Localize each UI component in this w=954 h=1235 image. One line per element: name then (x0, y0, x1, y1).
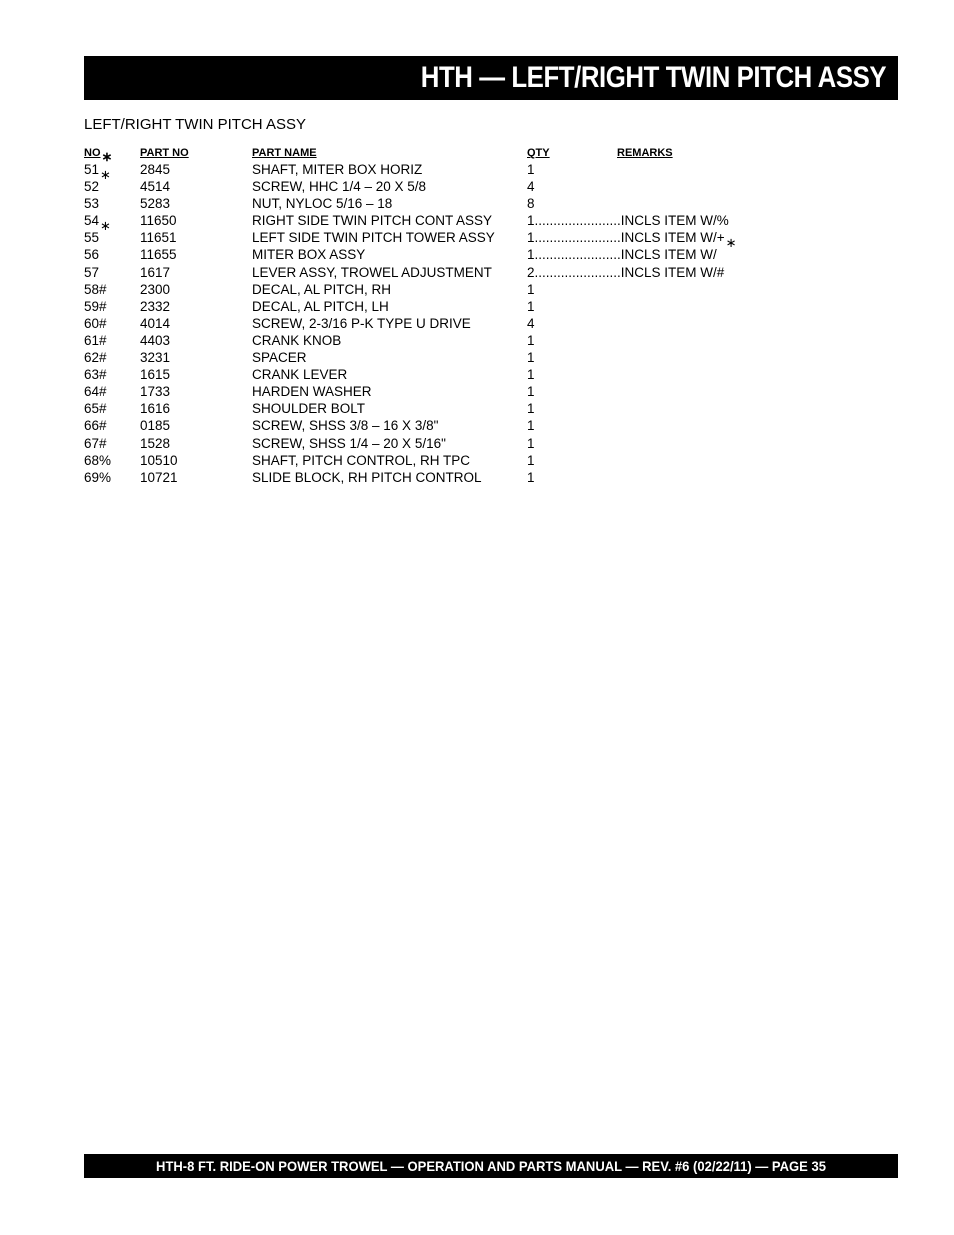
quantity: 1 (527, 350, 535, 366)
part-number: 1733 (140, 384, 171, 400)
item-number: 56 (84, 247, 100, 263)
item-number: 67# (84, 435, 107, 451)
table-row (84, 435, 784, 452)
table-row (84, 178, 784, 195)
item-number: 57 (84, 264, 100, 280)
quantity: 1 (527, 298, 535, 314)
asterisk-icon: ∗ (725, 235, 737, 251)
table-row (84, 366, 784, 383)
item-number: 52 (84, 179, 100, 195)
page-footer-bar (84, 1154, 898, 1178)
quantity: 4 (527, 179, 535, 195)
item-number: 59# (84, 298, 107, 314)
part-number: 4014 (140, 315, 171, 331)
part-number: 4514 (140, 179, 171, 195)
table-row (84, 281, 784, 298)
asterisk-icon: ∗ (101, 149, 113, 164)
table-body (84, 161, 784, 486)
part-number: 2300 (140, 281, 171, 297)
part-number: 5283 (140, 196, 171, 212)
quantity: 1 (527, 162, 535, 177)
item-number: 51∗ (84, 162, 111, 182)
part-name: NUT, NYLOC 5/16 – 18 (252, 196, 393, 212)
column-header-no: NO∗ (84, 147, 113, 164)
table-row (84, 264, 784, 281)
column-header-qty: QTY (527, 147, 550, 159)
item-number: 62# (84, 350, 107, 366)
footer-text: HTH-8 FT. RIDE-ON POWER TROWEL — OPERATION AND PARTS MANUAL — REV. #6 (02/22/11) — PAGE 35 (156, 1158, 826, 1174)
remarks: .......................INCLS ITEM W/ (534, 247, 717, 263)
table-row (84, 212, 784, 234)
part-number: 11655 (140, 247, 177, 263)
table-row (84, 298, 784, 315)
item-number: 63# (84, 367, 107, 383)
quantity: 1 (527, 281, 535, 297)
part-name: SLIDE BLOCK, RH PITCH CONTROL (252, 469, 482, 485)
part-name: SHAFT, PITCH CONTROL, RH TPC (252, 452, 471, 468)
item-number: 54∗ (84, 213, 111, 234)
part-number: 2845 (140, 162, 171, 177)
table-row (84, 452, 784, 469)
part-number: 10510 (140, 452, 178, 468)
quantity: 4 (527, 315, 535, 331)
table-row (84, 417, 784, 434)
quantity: 1 (527, 435, 535, 451)
quantity: 1 (527, 469, 535, 485)
quantity: 1.......................INCLS ITEM W/+∗ (527, 230, 737, 251)
asterisk-icon: ∗ (100, 218, 111, 234)
table-row (84, 246, 784, 263)
part-name: SCREW, HHC 1/4 – 20 X 5/8 (252, 179, 427, 195)
part-number: 1616 (140, 401, 171, 417)
item-number: 60# (84, 315, 107, 331)
part-name: MITER BOX ASSY (252, 247, 366, 263)
table-row (84, 229, 784, 251)
quantity: 1 (527, 418, 535, 434)
item-number: 65# (84, 401, 107, 417)
page-header-bar (84, 56, 898, 100)
table-row (84, 349, 784, 366)
part-name: HARDEN WASHER (252, 384, 372, 400)
quantity: 1 (527, 367, 535, 383)
quantity: 1 (527, 384, 535, 400)
part-name: SCREW, SHSS 3/8 – 16 X 3/8" (252, 418, 439, 434)
part-name: SCREW, 2-3/16 P-K TYPE U DRIVE (252, 315, 471, 331)
part-number: 3231 (140, 350, 171, 366)
column-header-part-name: PART NAME (252, 147, 317, 159)
table-row (84, 315, 784, 332)
table-row (84, 195, 784, 212)
item-number: 64# (84, 384, 107, 400)
part-number: 11650 (140, 213, 177, 229)
item-number: 68% (84, 452, 112, 468)
part-number: 4403 (140, 332, 171, 348)
part-name: DECAL, AL PITCH, RH (252, 281, 392, 297)
quantity: 1 (527, 401, 535, 417)
part-number: 11651 (140, 230, 177, 246)
column-header-part-no: PART NO (140, 147, 189, 159)
part-name: SCREW, SHSS 1/4 – 20 X 5/16" (252, 435, 446, 451)
section-title: LEFT/RIGHT TWIN PITCH ASSY (84, 116, 306, 133)
part-name: CRANK KNOB (252, 332, 342, 348)
table-row (84, 161, 784, 182)
item-number: 69% (84, 469, 112, 485)
remarks: .......................INCLS ITEM W/% (534, 213, 729, 229)
remarks: .......................INCLS ITEM W/+ (534, 230, 725, 246)
remarks: .......................INCLS ITEM W/# (534, 264, 725, 280)
item-number: 55 (84, 230, 100, 246)
part-name: RIGHT SIDE TWIN PITCH CONT ASSY (252, 213, 493, 229)
part-number: 0185 (140, 418, 171, 434)
part-name: SPACER (252, 350, 307, 366)
asterisk-icon: ∗ (100, 167, 111, 182)
part-number: 1617 (140, 264, 171, 280)
part-name: SHOULDER BOLT (252, 401, 366, 417)
part-number: 1528 (140, 435, 171, 451)
quantity: 2.......................INCLS ITEM W/# (527, 264, 725, 280)
item-number: 66# (84, 418, 107, 434)
item-number: 53 (84, 196, 100, 212)
quantity: 1 (527, 452, 535, 468)
part-number: 2332 (140, 298, 171, 314)
table-row (84, 383, 784, 400)
part-name: SHAFT, MITER BOX HORIZ (252, 162, 423, 177)
page-title: HTH — LEFT/RIGHT TWIN PITCH ASSY (420, 61, 886, 94)
column-header-remarks: REMARKS (617, 147, 673, 159)
part-name: LEFT SIDE TWIN PITCH TOWER ASSY (252, 230, 495, 246)
item-number: 61# (84, 332, 107, 348)
table-row (84, 469, 784, 486)
quantity: 1.......................INCLS ITEM W/ (527, 247, 717, 263)
part-name: DECAL, AL PITCH, LH (252, 298, 389, 314)
quantity: 1.......................INCLS ITEM W/% (527, 213, 729, 229)
table-row (84, 400, 784, 417)
quantity: 1 (527, 332, 535, 348)
item-number: 58# (84, 281, 107, 297)
table-row (84, 332, 784, 349)
part-name: LEVER ASSY, TROWEL ADJUSTMENT (252, 264, 492, 280)
part-number: 1615 (140, 367, 171, 383)
parts-table (84, 146, 784, 486)
part-name: CRANK LEVER (252, 367, 348, 383)
table-header-row (84, 146, 784, 164)
part-number: 10721 (140, 469, 178, 485)
quantity: 8 (527, 196, 535, 212)
